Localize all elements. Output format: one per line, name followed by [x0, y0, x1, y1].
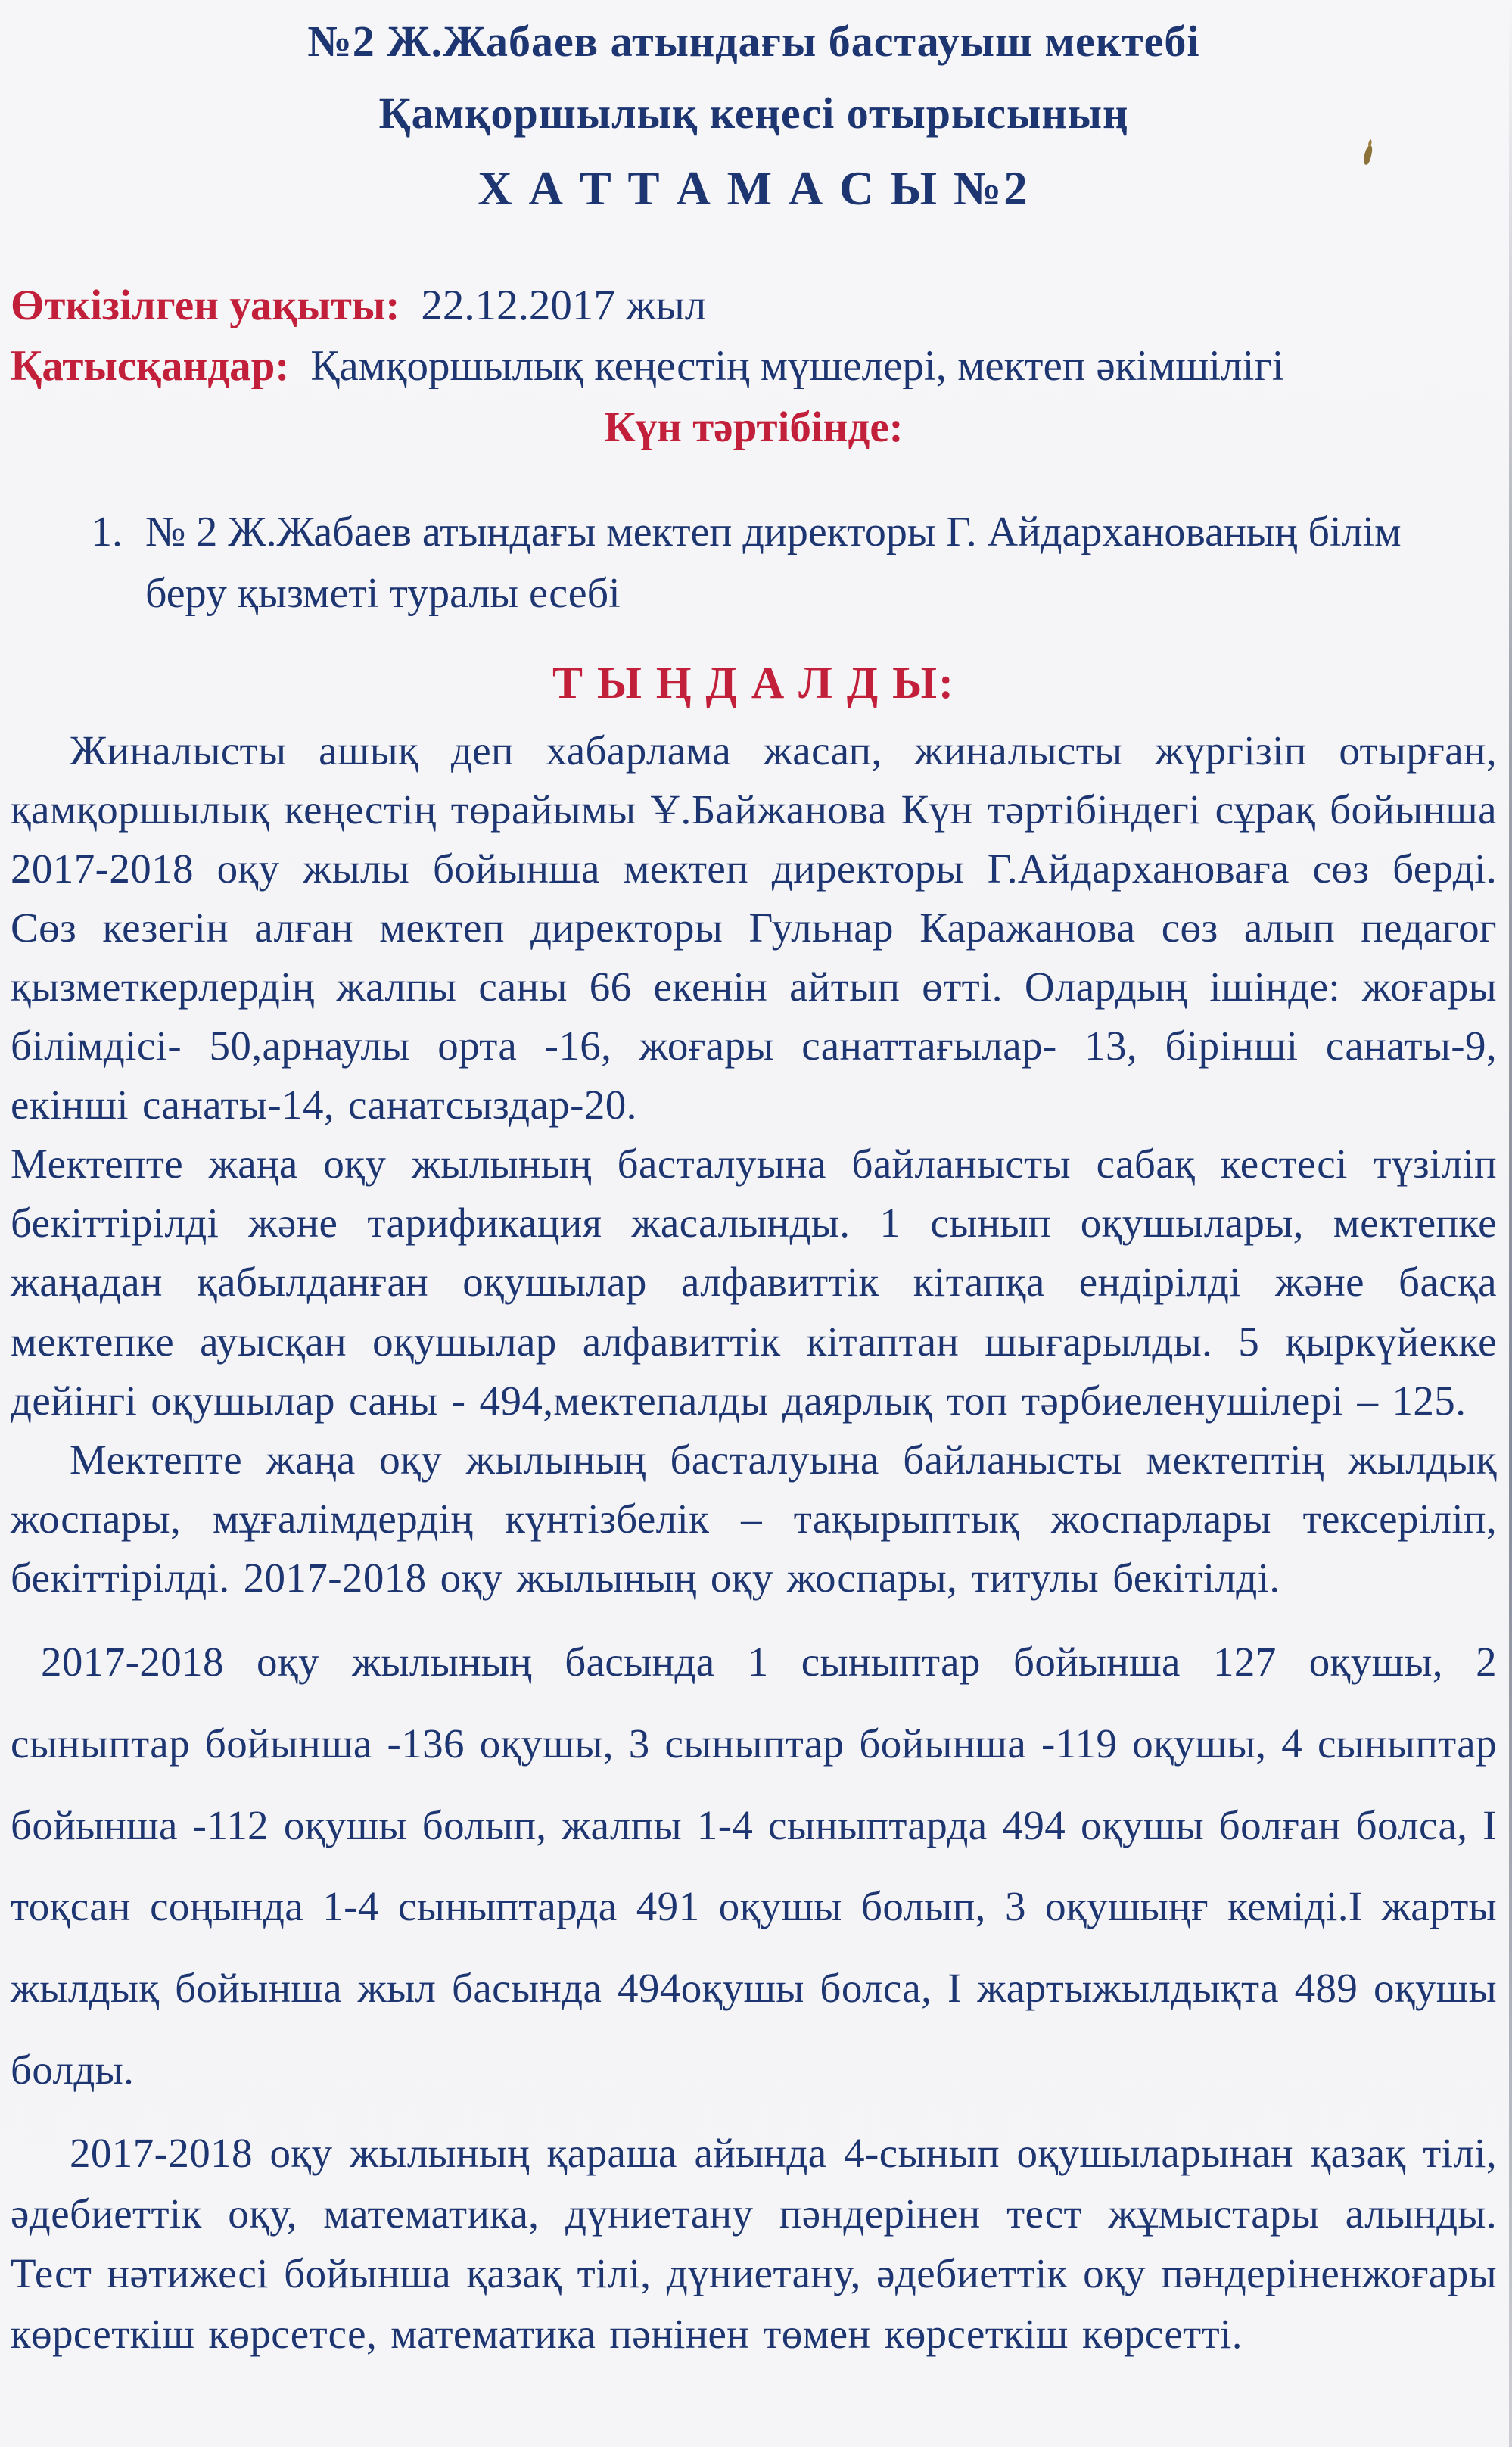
heard-heading: Т Ы Ң Д А Л Д Ы:	[552, 657, 956, 708]
held-time-value: 22.12.2017 жыл	[421, 281, 707, 329]
attendees-label: Қатысқандар:	[11, 341, 290, 390]
attendees-row	[11, 336, 1497, 397]
held-time-row	[11, 276, 1497, 336]
agenda-item-text: № 2 Ж.Жабаев атындағы мектеп директоры Г. Айдарханованың білім беру қызметі туралы есебі	[145, 509, 1402, 618]
document-header	[11, 17, 1497, 216]
body-paragraph-3: Мектепте жаңа оқу жылының басталуына байланысты мектептің жылдық жоспары, мұғалімдердің күнтізбелік – тақырыптық жоспарлары тексеріліп, бекіттірілді. 2017-2018 оқу жылының оқу жоспары, титулы бекітілді.	[11, 1436, 1497, 1601]
council-subtitle: Қамқоршылық кеңесі отырысының	[378, 88, 1129, 138]
held-time-label: Өткізілген уақыты:	[11, 281, 400, 329]
attendees-value: Қамқоршылық кеңестің мүшелері, мектеп әкімшілігі	[310, 341, 1284, 390]
school-title: №2 Ж.Жабаев атындағы бастауыш мектебі	[307, 17, 1200, 66]
protocol-number-title: Х А Т Т А М А С Ы №2	[478, 162, 1030, 216]
agenda-item-number: 1.	[91, 509, 123, 556]
scan-edge-line	[1509, 0, 1512, 2447]
body-paragraph-5: 2017-2018 оқу жылының қараша айында 4-сынып оқушыларынан қазақ тілі, әдебиеттік оқу, математика, дүниетану пәндерінен тест жұмыстары алынды. Тест нәтижесі бойынша қазақ тілі, дүниетану, әдебиеттік оқу пәндеріненжоғары көрсеткіш көрсетсе, математика пәнінен төмен көрсеткіш көрсетті.	[11, 2129, 1497, 2358]
body-paragraph-2: Мектепте жаңа оқу жылының басталуына байланысты сабақ кестесі түзіліп бекіттірілді және тарификация жасалынды. 1 сынып оқушылары, мектепке жаңадан қабылданған оқушылар алфавиттік кітапқа ендірілді және басқа мектепке ауысқан оқушылар алфавиттік кітаптан шығарылды. 5 қыркүйекке дейінгі оқушылар саны - 494,мектепалды даярлық топ тәрбиеленушілері – 125.	[11, 1141, 1497, 1424]
body-paragraph-1: Жиналысты ашық деп хабарлама жасап, жиналысты жүргізіп отырған, қамқоршылық кеңестің төрайымы Ұ.Байжанова Күн тәртібіндегі сұрақ бойынша 2017-2018 оқу жылы бойынша мектеп директоры Г.Айдархановаға сөз берді. Сөз кезегін алған мектеп директоры Гульнар Каражанова сөз алып педагог қызметкерлердің жалпы саны 66 екенін айтып өтті. Олардың ішінде: жоғары білімдісі- 50,арнаулы орта -16, жоғары санаттағылар- 13, бірінші санаты-9, екінші санаты-14, санатсыздар-20.	[11, 727, 1497, 1129]
agenda-heading: Күн тәртібінде:	[604, 403, 904, 452]
meta-block	[11, 276, 1497, 458]
body-paragraph-4: 2017-2018 оқу жылының басында 1 сыныптар бойынша 127 оқушы, 2 сыныптар бойынша -136 оқушы, 3 сыныптар бойынша -119 оқушы, 4 сыныптар бойынша -112 оқушы болып, жалпы 1-4 сыныптарда 494 оқушы болған болса, І тоқсан соңында 1-4 сыныптарда 491 оқушы болып, 3 оқушыңғ кеміді.І жарты жылдық бойынша жыл басында 494оқушы болса, І жартыжылдықта 489 оқушы болды.	[11, 1638, 1497, 2093]
agenda-item	[11, 502, 1418, 624]
